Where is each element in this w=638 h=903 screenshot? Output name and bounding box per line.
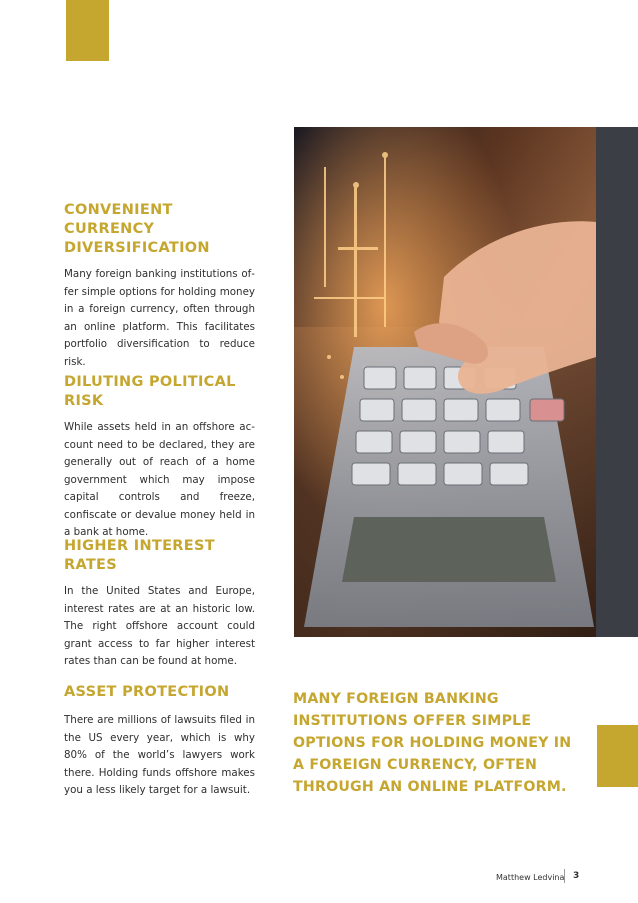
section-asset-protection [64,683,255,800]
section-political-risk [64,373,255,542]
gold-accent-block-top [66,0,109,61]
pull-quote: MANY FOREIGN BANKING INSTITUTIONS OFFER SIMPLE OPTIONS FOR HOLDING MONEY IN A FOREIGN CURRENCY, OFTEN THROUGH AN ONLINE PLATFORM. [293,691,572,795]
section-body: Many foreign banking institutions offer simple options for holding money in a foreign currency, often through an online platform. This facilitates portfolio diversification to reduce risk. [64,268,255,368]
section-interest-rates [64,537,255,671]
heading-line: CURRENCY [64,221,155,237]
section-heading [64,683,255,702]
section-heading [64,537,255,575]
section-heading [64,373,255,411]
section-body: There are millions of lawsuits filed in the US every year, which is why 80% of the world’s lawyers work there. Holding funds offshore makes you a less likely target for a lawsuit. [64,714,255,796]
heading-line: RATES [64,557,118,573]
section-body: In the United States and Europe, interest rates are at an historic low. The right offshore account could grant access to far higher interest rates than can be found at home. [64,585,255,667]
heading-line: DILUTING POLITICAL [64,374,236,390]
section-body: While assets held in an offshore account need to be declared, they are generally out of reach of a home government which may impose capital controls and freeze, confiscate or devalue money held in a bank at home. [64,421,255,538]
footer-divider [564,869,565,883]
photo-side-strip [596,127,638,637]
heading-line: HIGHER INTEREST [64,538,215,554]
section-currency-diversification [64,201,255,371]
heading-line: ASSET PROTECTION [64,684,230,700]
heading-line: CONVENIENT [64,202,173,218]
heading-line: RISK [64,393,104,409]
page-number: 3 [573,871,580,881]
calculator-hand-photo-icon [294,127,596,637]
footer-author: Matthew Ledvina [496,873,565,882]
heading-line: DIVERSIFICATION [64,240,210,256]
gold-accent-block-right [597,725,638,787]
calculator-photo [294,127,596,637]
section-heading [64,201,255,258]
